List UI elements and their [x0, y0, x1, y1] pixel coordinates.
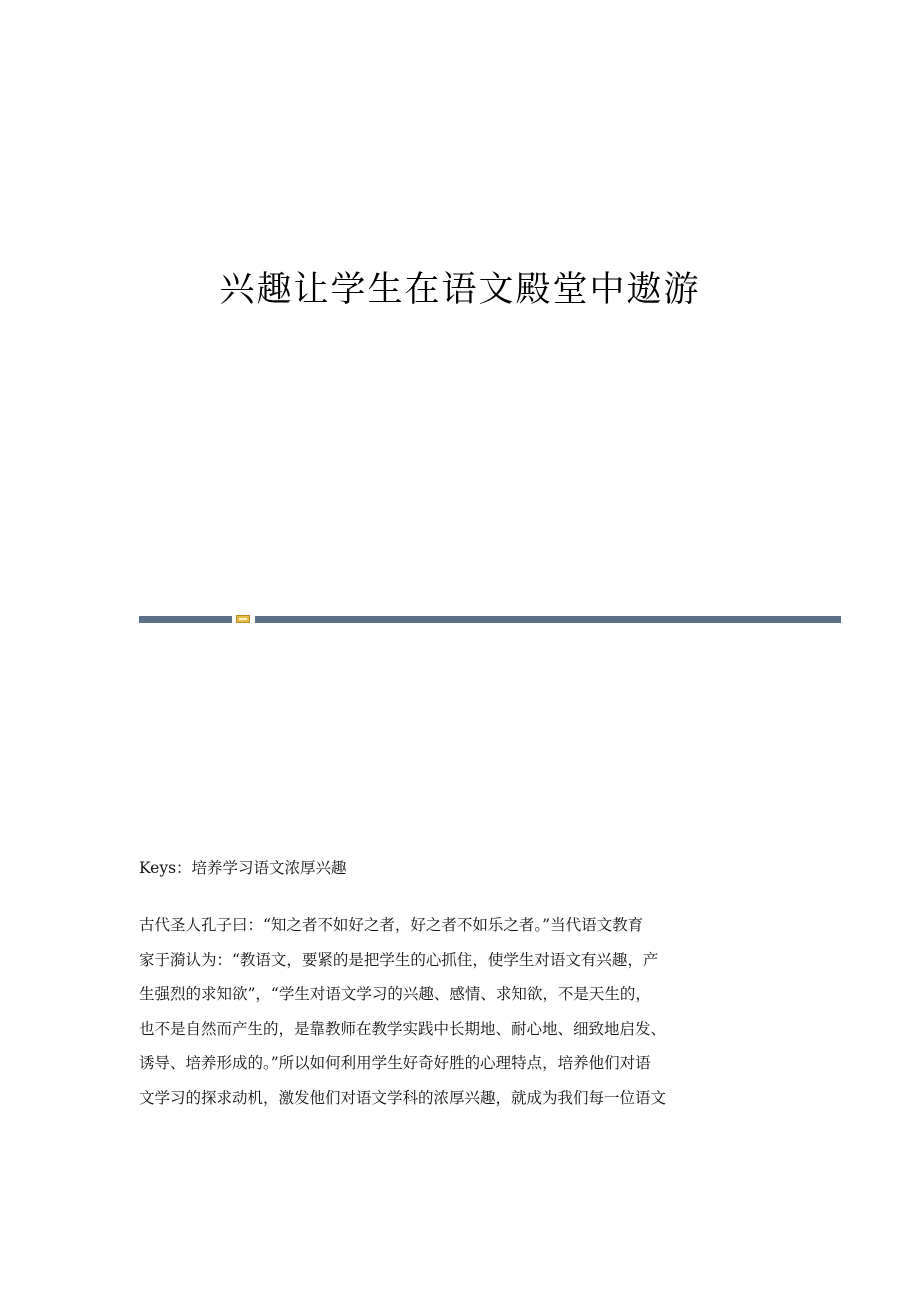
page-title: 兴趣让学生在语文殿堂中遨游 — [219, 270, 701, 310]
paragraph-line: 文学习的探求动机，激发他们对语文学科的浓厚兴趣，就成为我们每一位语文 — [139, 1088, 667, 1107]
divider-bar-right — [255, 616, 841, 623]
paragraph-line: 古代圣人孔子曰：“知之者不如好之者，好之者不如乐之者。”当代语文教育 — [139, 916, 644, 934]
body-paragraph — [139, 908, 779, 1115]
divider-ornament-icon — [235, 613, 251, 625]
section-divider — [139, 613, 841, 625]
paragraph-line: 也不是自然而产生的，是靠教师在教学实践中长期地、耐心地、细致地启发、 — [139, 1019, 667, 1038]
paragraph-line: 诱导、培养形成的。”所以如何利用学生好奇好胜的心理特点，培养他们对语 — [139, 1054, 651, 1072]
keywords-line: Keys：培养学习语文浓厚兴趣 — [139, 859, 347, 877]
paragraph-line: 生强烈的求知欲”，“学生对语文学习的兴趣、感情、求知欲，不是天生的， — [139, 985, 651, 1003]
paragraph-line: 家于漪认为：“教语文，要紧的是把学生的心抓住，使学生对语文有兴趣，产 — [139, 950, 659, 969]
divider-bar-left — [139, 616, 232, 623]
